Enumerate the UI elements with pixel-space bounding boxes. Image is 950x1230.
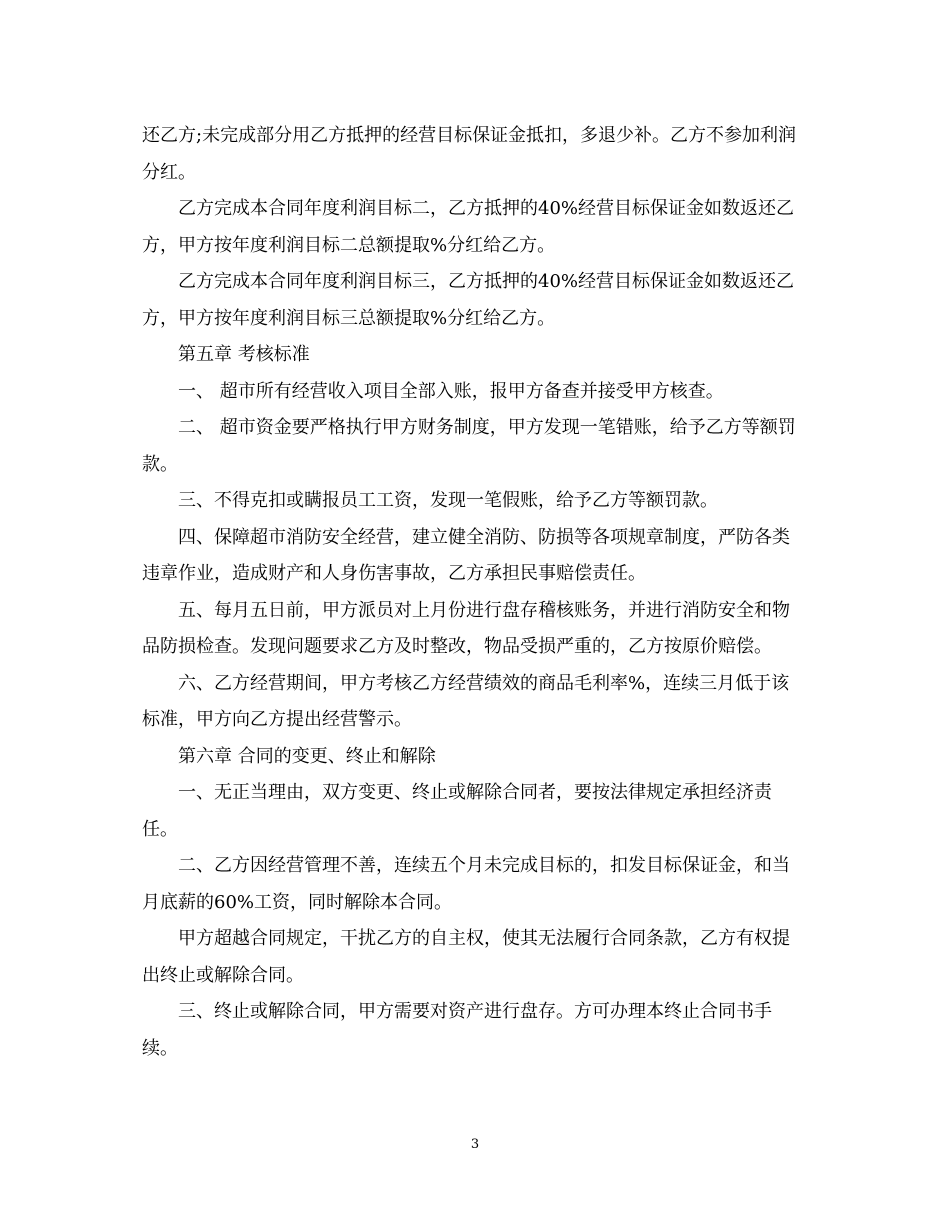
paragraph-5: 一、 超市所有经营收入项目全部入账，报甲方备查并接受甲方核查。 [178,380,724,402]
chapter-5-heading: 第五章 考核标准 [178,344,310,365]
paragraph-7: 三、不得克扣或瞒报员工工资，发现一笔假账，给予乙方等额罚款。 [178,490,718,511]
page-number: 3 [470,1137,480,1152]
paragraph-14: 甲方超越合同规定，干扰乙方的自主权，使其无法履行合同条款，乙方有权提出终止或解除合同。 [142,928,790,986]
paragraph-10: 六、乙方经营期间，甲方考核乙方经营绩效的商品毛利率%，连续三月低于该标准，甲方向乙方提出经营警示。 [142,672,790,730]
paragraph-9: 五、每月五日前，甲方派员对上月份进行盘存稽核账务，并进行消防安全和物品防损检查。发现问题要求乙方及时整改，物品受损严重的，乙方按原价赔偿。 [142,599,790,657]
paragraph-15: 三、终止或解除合同，甲方需要对资产进行盘存。方可办理本终止合同书手续。 [142,1001,772,1059]
document-body [142,118,802,1067]
paragraph-13: 二、乙方因经营管理不善，连续五个月未完成目标的，扣发目标保证金，和当月底薪的60%工资，同时解除本合同。 [142,855,790,913]
paragraph-6: 二、 超市资金要严格执行甲方财务制度，甲方发现一笔错账，给予乙方等额罚款。 [142,417,796,475]
paragraph-1: 还乙方;未完成部分用乙方抵押的经营目标保证金抵扣，多退少补。乙方不参加利润分红。 [142,125,797,183]
paragraph-8: 四、保障超市消防安全经营，建立健全消防、防损等各项规章制度，严防各类违章作业，造成财产和人身伤害事故，乙方承担民事赔偿责任。 [142,526,790,584]
paragraph-12: 一、无正当理由，双方变更、终止或解除合同者，要按法律规定承担经济责任。 [142,782,772,840]
chapter-6-heading: 第六章 合同的变更、终止和解除 [178,745,436,767]
paragraph-2: 乙方完成本合同年度利润目标二，乙方抵押的40%经营目标保证金如数返还乙方，甲方按年度利润目标二总额提取%分红给乙方。 [142,198,795,256]
paragraph-3: 乙方完成本合同年度利润目标三，乙方抵押的40%经营目标保证金如数返还乙方，甲方按年度利润目标三总额提取%分红给乙方。 [142,271,795,329]
